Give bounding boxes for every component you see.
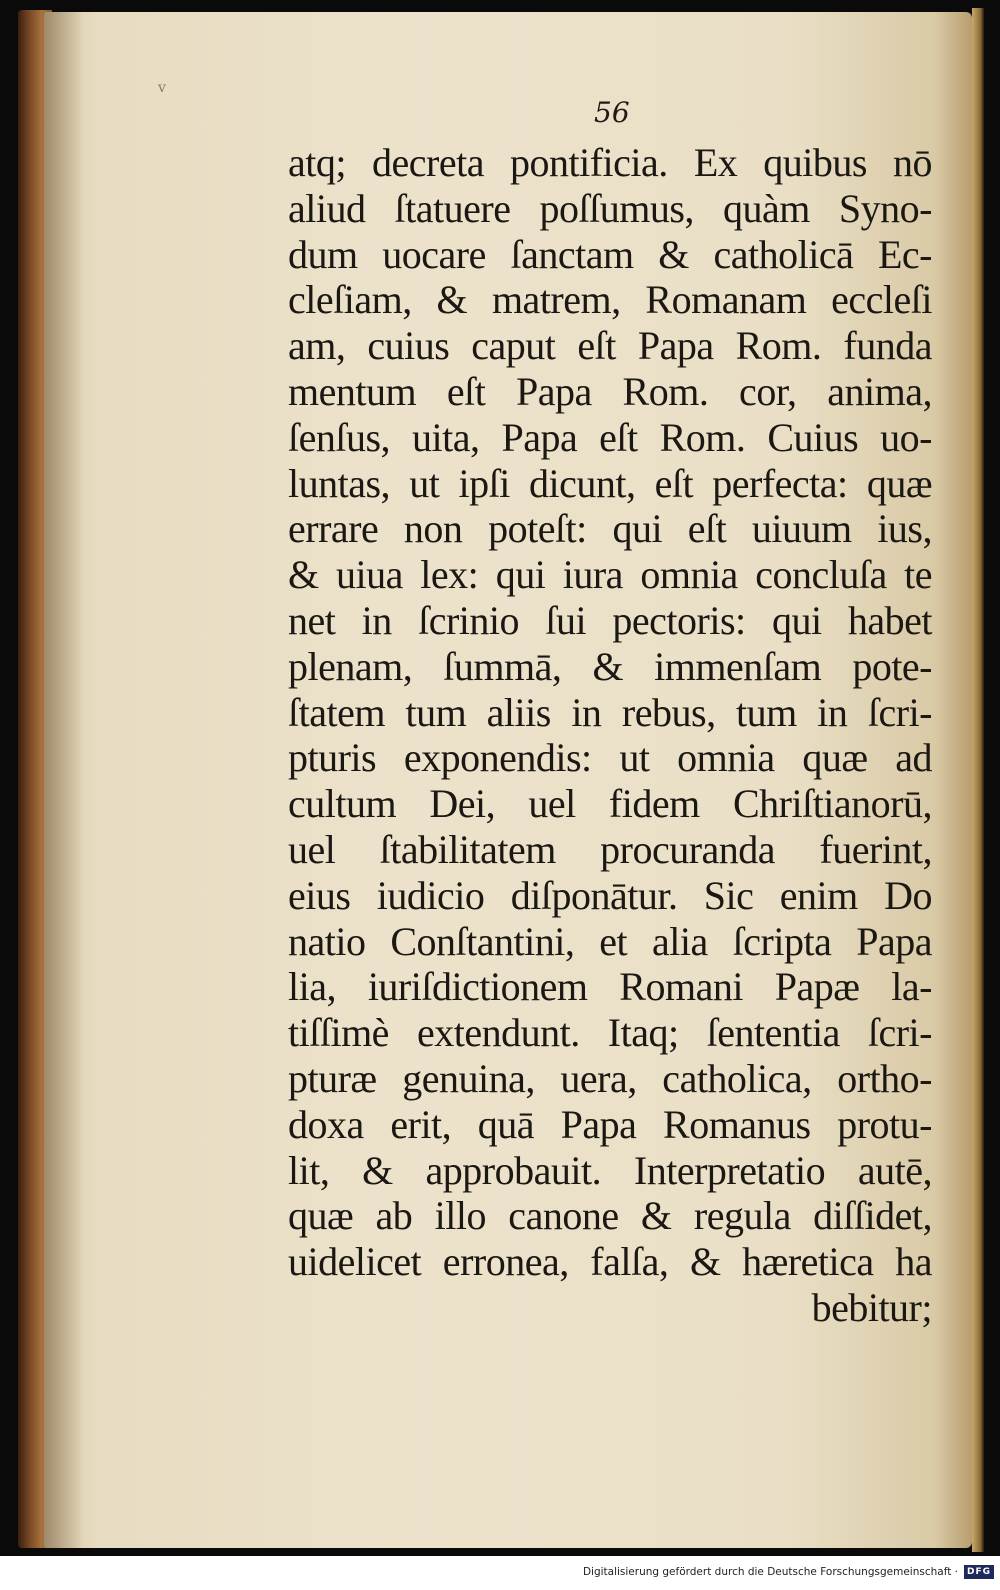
text-line: quæ ab illo canone & regula diſſidet,: [288, 1193, 932, 1239]
footer-bar: [0, 1556, 1000, 1590]
page-speck: v: [158, 80, 166, 96]
text-line: luntas, ut ipſi dicunt, eſt perfecta: quæ: [288, 460, 932, 506]
page-fore-edge: [972, 8, 984, 1552]
text-line: net in ſcrinio ſui pectoris: qui habet: [288, 597, 932, 643]
text-line: lia, iuriſdictionem Romani Papæ la-: [288, 964, 932, 1010]
text-line: plenam, ſummā, & immenſam pote-: [288, 643, 932, 689]
text-line: aliud ſtatuere poſſumus, quàm Syno-: [288, 185, 932, 231]
text-line: errare non poteſt: qui eſt uiuum ius,: [288, 506, 932, 552]
dfg-logo: DFG: [964, 1565, 994, 1579]
funding-credit: Digitalisierung gefördert durch die Deutsche Forschungsgemeinschaft ·: [582, 1566, 958, 1578]
text-line: ſenſus, uita, Papa eſt Rom. Cuius uo-: [288, 414, 932, 460]
text-line: mentum eſt Papa Rom. cor, anima,: [288, 368, 932, 414]
text-line: lit, & approbauit. Interpretatio autē,: [288, 1147, 932, 1193]
text-line: dum uocare ſanctam & catholicā Ec-: [288, 231, 932, 277]
text-line: & uiua lex: qui iura omnia concluſa te: [288, 552, 932, 598]
text-line: doxa erit, quā Papa Romanus protu-: [288, 1101, 932, 1147]
text-line: bebitur;: [811, 1284, 932, 1330]
text-line: tiſſimè extendunt. Itaq; ſententia ſcri-: [288, 1010, 932, 1056]
text-line: uel ſtabilitatem procuranda fuerint,: [288, 826, 932, 872]
text-line: pturis exponendis: ut omnia quæ ad: [288, 735, 932, 781]
gutter-shadow: [44, 12, 84, 1548]
text-line: atq; decreta pontificia. Ex quibus nō: [288, 140, 932, 185]
text-line: cleſiam, & matrem, Romanam eccleſi: [288, 277, 932, 323]
text-line: eius iudicio diſponātur. Sic enim Do: [288, 872, 932, 918]
text-line: uidelicet erronea, falſa, & hæretica ha: [288, 1239, 932, 1285]
text-line: ſtatem tum aliis in rebus, tum in ſcri-: [288, 689, 932, 735]
text-line: natio Conſtantini, et alia ſcripta Papa: [288, 918, 932, 964]
body-text: [288, 140, 932, 1331]
text-line: cultum Dei, uel fidem Chriſtianorū,: [288, 781, 932, 827]
text-line: pturæ genuina, uera, catholica, ortho-: [288, 1055, 932, 1101]
page-number: 56: [594, 96, 630, 129]
text-line: am, cuius caput eſt Papa Rom. funda: [288, 323, 932, 369]
